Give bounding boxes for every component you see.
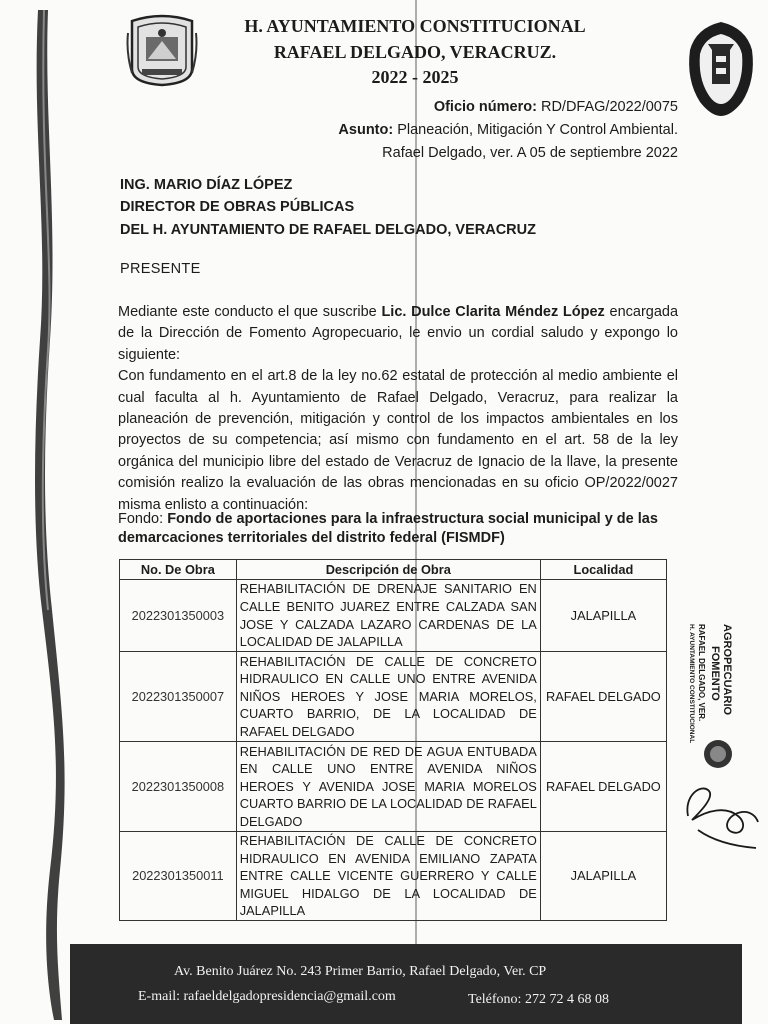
work-locality: JALAPILLA — [540, 580, 666, 652]
handwritten-signature — [678, 776, 762, 852]
table-row — [120, 652, 667, 742]
page-edge-decoration — [28, 10, 72, 1020]
fund-line — [118, 510, 678, 548]
department-stamp — [672, 614, 740, 784]
body-paragraph-1 — [118, 302, 678, 366]
footer-email-address[interactable]: rafaeldelgadopresidencia@gmail.com — [183, 989, 396, 1004]
stamp-text-institution: H. AYUNTAMIENTO CONSTITUCIONAL — [688, 624, 695, 744]
salutation: PRESENTE — [120, 261, 201, 277]
veracruz-state-seal — [686, 20, 756, 118]
letter-body — [118, 302, 678, 516]
footer-email-label: E-mail: — [138, 989, 180, 1004]
col-header-number: No. De Obra — [120, 560, 237, 580]
body-intro-continued: encargada de la Dirección de Fomento Agropecuario, le envio un cordial saludo y expongo lo siguiente: — [118, 304, 679, 363]
works-table — [119, 559, 667, 921]
fund-label: Fondo: — [118, 511, 164, 527]
work-description: REHABILITACIÓN DE CALLE DE CONCRETO HIDRAULICO EN AVENIDA EMILIANO ZAPATA ENTRE CALLE VICENTE GUERRERO Y CALLE MIGUEL HIDALGO DE LA LOCALIDAD DE JALAPILLA — [236, 832, 540, 921]
work-number: 2022301350003 — [120, 580, 237, 652]
col-header-description: Descripción de Obra — [236, 560, 540, 580]
footer-phone: Teléfono: 272 72 4 68 08 — [468, 992, 609, 1007]
municipal-crest-logo — [124, 13, 200, 87]
work-number: 2022301350008 — [120, 742, 237, 832]
asunto-label: Asunto: — [338, 122, 394, 138]
fund-name: Fondo de aportaciones para la infraestructura social municipal y de las demarcaciones territoriales del distrito federal (FISMDF) — [118, 511, 658, 546]
asunto — [338, 122, 678, 138]
footer-bar — [70, 944, 742, 1024]
oficio-label: Oficio número: — [433, 99, 537, 115]
header-subtitle: RAFAEL DELGADO, VERACRUZ. — [273, 42, 557, 62]
work-locality: RAFAEL DELGADO — [540, 652, 666, 742]
signer-name: Lic. Dulce Clarita Méndez López — [381, 304, 605, 320]
addressee-position: DIRECTOR DE OBRAS PÚBLICAS — [120, 199, 355, 215]
header-period: 2022 - 2025 — [371, 67, 459, 87]
stamp-text-department: FOMENTO — [709, 646, 721, 701]
body-intro: Mediante este conducto el que suscribe — [118, 304, 377, 320]
body-paragraph-2: Con fundamento en el art.8 de la ley no.62 estatal de protección al medio ambiente el cual faculta al h. Ayuntamiento de Rafael Delgado, Veracruz, para realizar la planeación de prevención, mitigación y control de los impactos ambientales en los proyectos de su competencia; así mismo con fundamento en el art. 58 de la ley orgánica del municipio libre del estado de Veracruz de Ignacio de la llave, la presente comisión realizo la evaluación de las obras mencionadas en su oficio OP/2022/0027 misma enlisto a continuación: — [118, 368, 678, 513]
footer-address: Av. Benito Juárez No. 243 Primer Barrio, Rafael Delgado, Ver. CP — [174, 964, 547, 979]
work-description: REHABILITACIÓN DE DRENAJE SANITARIO EN CALLE BENITO JUAREZ ENTRE CALZADA SAN JOSE Y CALZADA LAZARO CARDENAS DE LA LOCALIDAD DE JALAPILLA — [236, 580, 540, 652]
stamp-text-department-2: AGROPECUARIO — [721, 624, 733, 716]
oficio-value: RD/DFAG/2022/0075 — [540, 99, 678, 115]
work-locality: RAFAEL DELGADO — [540, 742, 666, 832]
asunto-value: Planeación, Mitigación Y Control Ambiental. — [397, 122, 678, 138]
footer-email — [138, 989, 396, 1005]
work-locality: JALAPILLA — [540, 832, 666, 921]
table-header-row — [120, 560, 667, 580]
table-row — [120, 832, 667, 921]
header-title: H. AYUNTAMIENTO CONSTITUCIONAL — [244, 16, 586, 36]
work-description: REHABILITACIÓN DE RED DE AGUA ENTUBADA EN CALLE UNO ENTRE AVENIDA NIÑOS HEROES Y AVENIDA JOSE MARIA MORELOS CUARTO BARRIO DE LA LOCALIDAD DE RAFAEL DELGADO — [236, 742, 540, 832]
work-number: 2022301350007 — [120, 652, 237, 742]
table-row — [120, 580, 667, 652]
col-header-locality: Localidad — [540, 560, 666, 580]
addressee-name: ING. MARIO DÍAZ LÓPEZ — [120, 177, 293, 193]
oficio-number — [434, 99, 678, 115]
place-date: Rafael Delgado, ver. A 05 de septiembre 2022 — [382, 145, 678, 161]
stamp-text-place: RAFAEL DELGADO, VER. — [697, 624, 706, 722]
table-row — [120, 742, 667, 832]
work-description: REHABILITACIÓN DE CALLE DE CONCRETO HIDRAULICO EN CALLE UNO ENTRE AVENIDA NIÑOS HEROES Y JOSE MARIA MORELOS, CUARTO BARRIO, DE LA LOCALIDAD DE RAFAEL DELGADO — [236, 652, 540, 742]
addressee-institution: DEL H. AYUNTAMIENTO DE RAFAEL DELGADO, VERACRUZ — [120, 222, 536, 238]
work-number: 2022301350011 — [120, 832, 237, 921]
